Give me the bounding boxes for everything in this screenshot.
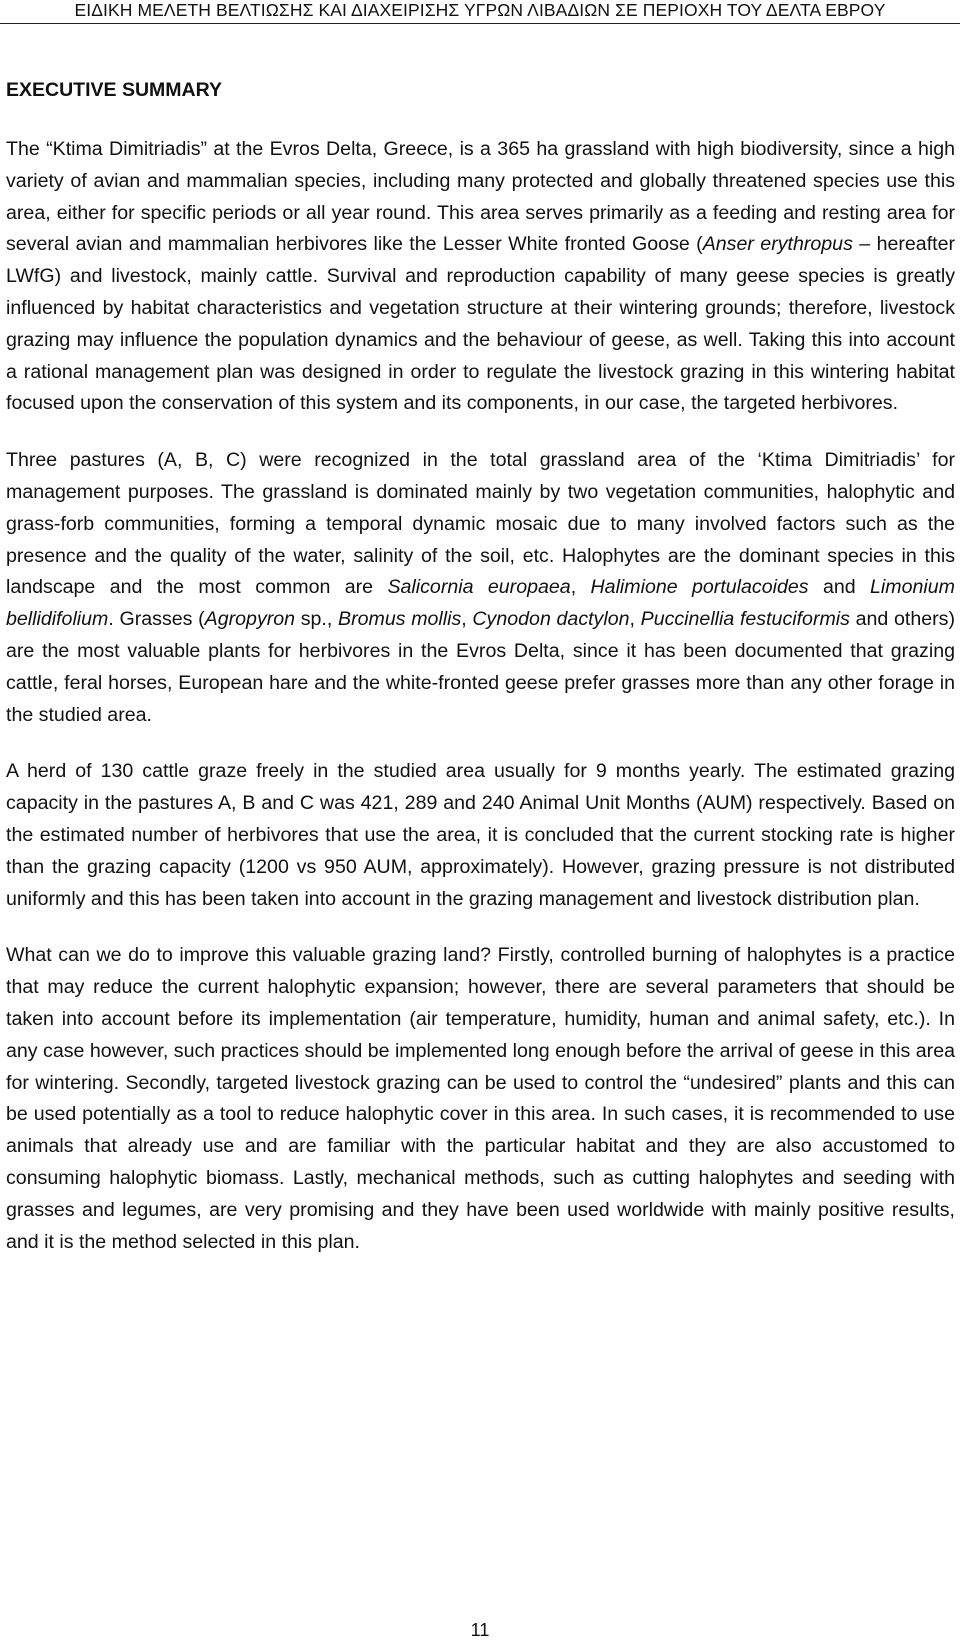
species-name: Limonium bellidifolium — [6, 576, 955, 631]
paragraph-run: Three pastures (A, B, C) were recognized in the total grassland area of the ‘Ktima Dimitriadis’ for management purposes. The grassland is dominated mainly by two vegetation communities, halophytic and grass-forb communities, forming a temporal dynamic mosaic due to many involved factors such as the presence and the quality of the water, salinity of the soil, etc. Halophytes are the dominant species in this landscape and the most common are — [6, 449, 955, 599]
paragraph-run: sp., — [295, 608, 339, 631]
paragraph-run: , — [629, 608, 641, 631]
species-name: Bromus mollis — [338, 608, 462, 631]
paragraph-run: , — [570, 576, 591, 599]
species-name: Cynodon dactylon — [472, 608, 630, 631]
running-header-title: ΕΙΔΙΚΗ ΜΕΛΕΤΗ ΒΕΛΤΙΩΣΗΣ ΚΑΙ ΔΙΑΧΕΙΡΙΣΗΣ ΥΓΡΩΝ ΛΙΒΑΔΙΩΝ ΣΕ ΠΕΡΙΟΧΗ ΤΟΥ ΔΕΛΤΑ ΕΒΡΟΥ — [74, 0, 886, 20]
summary-paragraph-1 — [6, 134, 955, 420]
page-number: 11 — [470, 1620, 490, 1640]
species-name: Salicornia europaea — [387, 576, 571, 599]
paragraph-run: and others) are the most valuable plants for herbivores in the Evros Delta, since it has been documented that grazing cattle, feral horses, European hare and the white-fronted geese prefer grasses more than any other forage in the studied area. — [6, 608, 955, 726]
species-name: Agropyron — [204, 608, 296, 631]
page-content — [6, 74, 955, 1283]
summary-paragraph-4 — [6, 940, 955, 1258]
summary-paragraph-2 — [6, 445, 955, 731]
paragraph-run: , — [461, 608, 473, 631]
species-name: Halimione portulacoides — [590, 576, 809, 599]
running-header — [0, 0, 960, 24]
paragraph-run: What can we do to improve this valuable grazing land? Firstly, controlled burning of halophytes is a practice that may reduce the current halophytic expansion; however, there are several parameters that should be taken into account before its implementation (air temperature, humidity, human and animal safety, etc.). In any case however, such practices should be implemented long enough before the arrival of geese in this area for wintering. Secondly, targeted livestock grazing can be used to control the “undesired” plants and this can be used potentially as a tool to reduce halophytic cover in this area. In such cases, it is recommended to use animals that already use and are familiar with the particular habitat and they are also accustomed to consuming halophytic biomass. Lastly, mechanical methods, such as cutting halophytes and seeding with grasses and legumes, are very promising and they have been used worldwide with mainly positive results, and it is the method selected in this plan. — [6, 944, 955, 1253]
species-name: Anser erythropus — [702, 233, 853, 256]
section-title: EXECUTIVE SUMMARY — [6, 79, 222, 101]
summary-paragraph-3 — [6, 756, 955, 915]
paragraph-run: – hereafter LWfG) and livestock, mainly cattle. Survival and reproduction capability of many geese species is greatly influenced by habitat characteristics and vegetation structure at their wintering grounds; therefore, livestock grazing may influence the population dynamics and the behaviour of geese, as well. Taking this into account a rational management plan was designed in order to regulate the livestock grazing in this wintering habitat focused upon the conservation of this system and its components, in our case, the targeted herbivores. — [6, 233, 956, 415]
paragraph-run: and — [808, 576, 871, 599]
paragraph-run: . Grasses ( — [108, 608, 205, 631]
paragraph-run: A herd of 130 cattle graze freely in the studied area usually for 9 months yearly. The estimated grazing capacity in the pastures A, B and C was 421, 289 and 240 Animal Unit Months (AUM) respectively. Based on the estimated number of herbivores that use the area, it is concluded that the current stocking rate is higher than the grazing capacity (1200 vs 950 AUM, approximately). However, grazing pressure is not distributed uniformly and this has been taken into account in the grazing management and livestock distribution plan. — [6, 760, 955, 910]
species-name: Puccinellia festuciformis — [640, 608, 850, 631]
paragraph-run: The “Ktima Dimitriadis” at the Evros Delta, Greece, is a 365 ha grassland with high biodiversity, since a high variety of avian and mammalian species, including many protected and globally threatened species use this area, either for specific periods or all year round. This area serves primarily as a feeding and resting area for several avian and mammalian herbivores like the Lesser White fronted Goose ( — [6, 138, 955, 256]
